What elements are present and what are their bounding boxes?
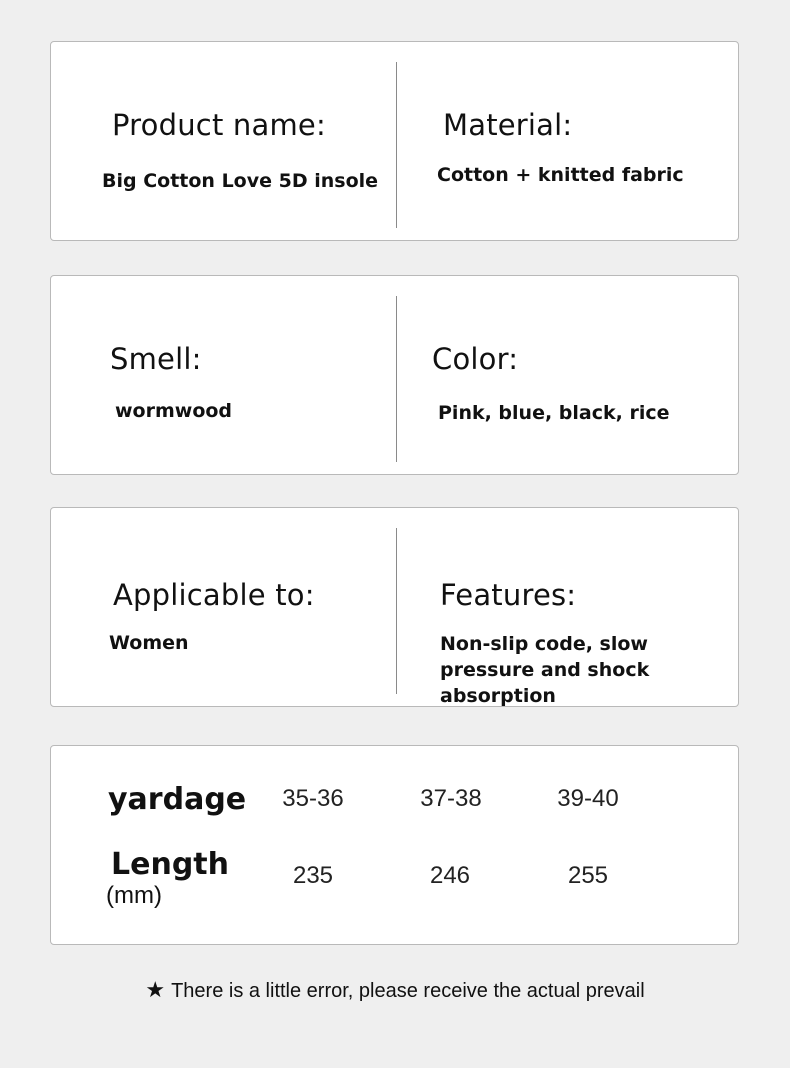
color-value: Pink, blue, black, rice — [438, 402, 670, 424]
features-label: Features: — [440, 578, 577, 612]
card-divider — [396, 62, 397, 228]
length-value: 235 — [292, 862, 334, 889]
applicable-to-label: Applicable to: — [113, 578, 315, 612]
disclaimer-text: There is a little error, please receive the actual prevail — [171, 980, 645, 1002]
disclaimer-note — [0, 977, 790, 1003]
features-value: Non-slip code, slow pressure and shock absorption — [440, 633, 650, 707]
material-label: Material: — [443, 108, 573, 142]
yardage-label: yardage — [108, 782, 247, 817]
color-label: Color: — [432, 342, 519, 376]
product-name-material-card — [50, 41, 739, 241]
smell-color-card — [50, 275, 739, 475]
applicable-to-value: Women — [109, 632, 189, 654]
product-name-label: Product name: — [112, 108, 326, 142]
yardage-value: 35-36 — [282, 785, 344, 812]
material-value: Cotton + knitted fabric — [437, 164, 684, 186]
yardage-value: 37-38 — [420, 785, 482, 812]
card-divider — [396, 528, 397, 694]
length-value: 246 — [429, 862, 471, 889]
product-name-value: Big Cotton Love 5D insole — [102, 170, 379, 192]
length-label: Length — [111, 847, 229, 882]
smell-label: Smell: — [110, 342, 202, 376]
smell-value: wormwood — [115, 400, 233, 422]
applicable-features-card — [50, 507, 739, 707]
card-divider — [396, 296, 397, 462]
length-unit: (mm) — [106, 882, 162, 909]
size-table-card — [50, 745, 739, 945]
yardage-value: 39-40 — [557, 785, 619, 812]
star-icon: ★ — [145, 977, 166, 1002]
length-value: 255 — [567, 862, 609, 889]
